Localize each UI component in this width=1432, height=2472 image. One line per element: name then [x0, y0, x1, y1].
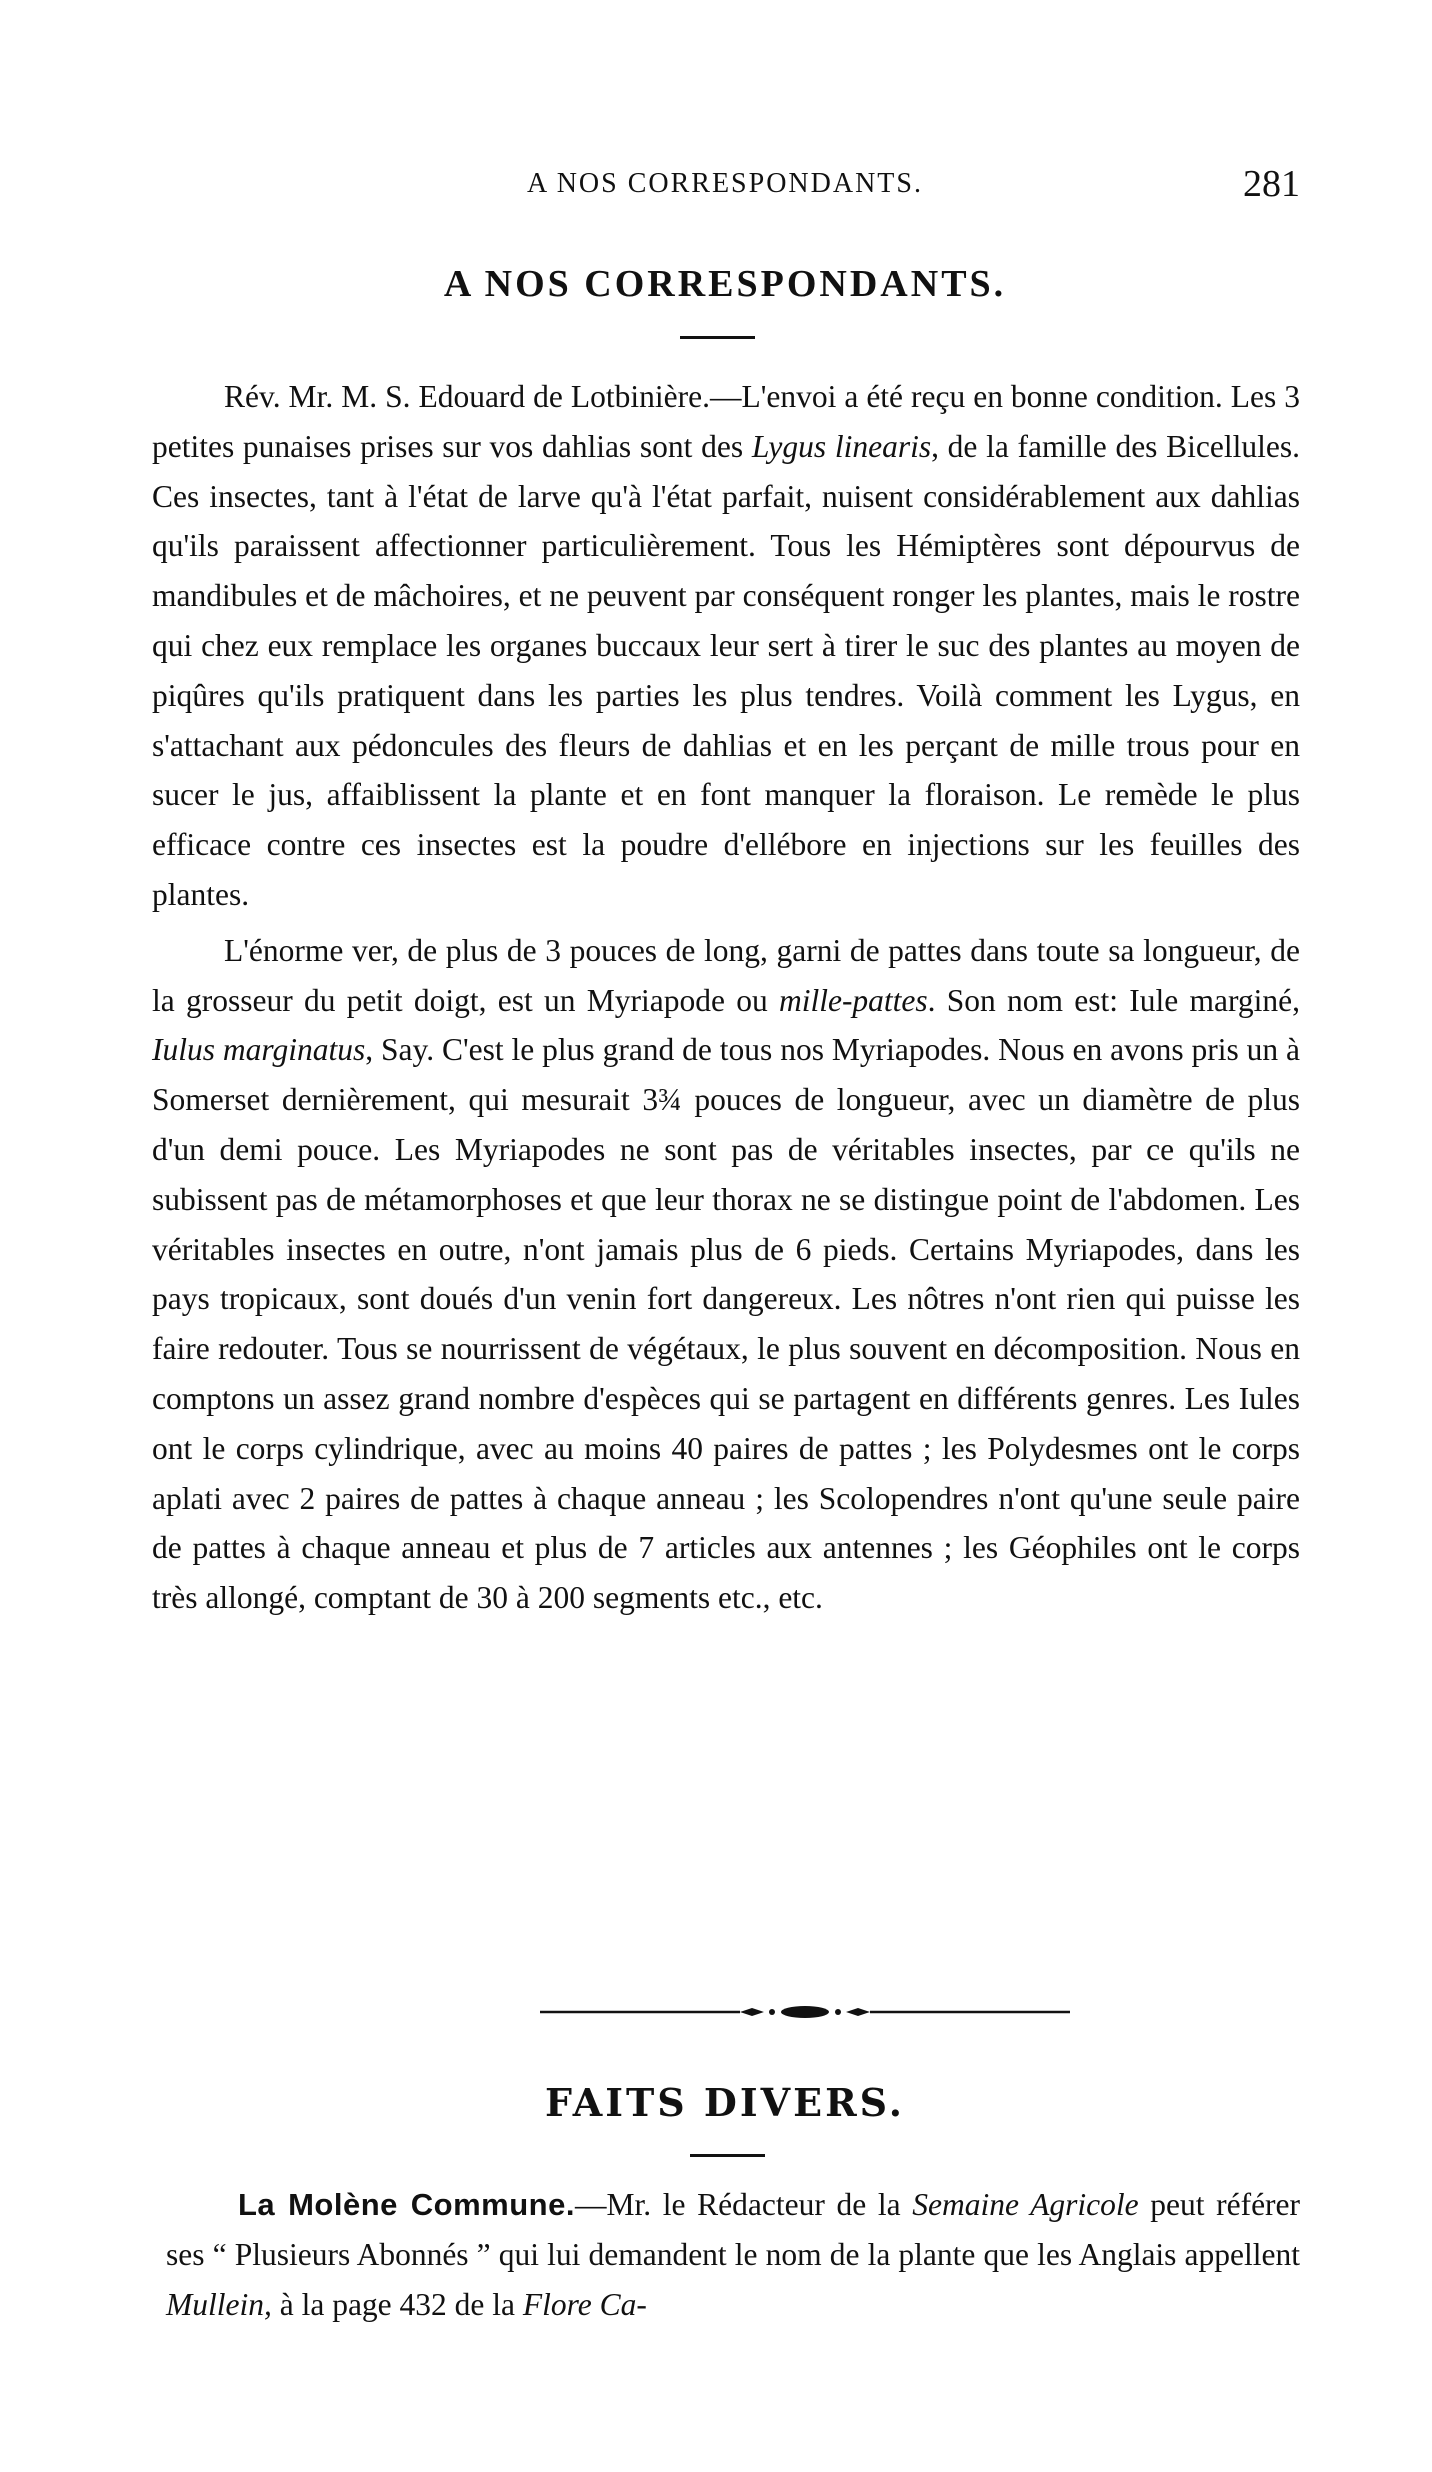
text-run: à la page 432 de la — [271, 2286, 523, 2322]
italic-term: mille-pattes — [778, 982, 928, 1018]
addressee: Rév. Mr. M. S. Edouard de Lotbinière. — [224, 379, 710, 414]
section-title-correspondants: A NOS CORRESPONDANTS. — [443, 263, 1007, 305]
text-run: , Say. C'est le plus grand de tous nos Myriapodes. Nous en avons pris un à Somerset dernièrement, qui mesurait 3¾ pouces de longueur, avec un diamètre de plus d'un demi pouce. Les Myriapodes ne sont pas de véritables insectes, par ce qu'ils ne subissent pas de métamorphoses et que leur thorax ne se distingue point de l'abdomen. Les véritables insectes en outre, n'ont jamais plus de 6 pieds. Certains Myriapodes, dans les pays tropicaux, sont doués d'un venin fort dangereux. Les nôtres n'ont rien qui puisse les faire redouter. Tous se nourrissent de végétaux, le plus souvent en décomposition. Nous en comptons un assez grand nombre d'espèces qui se partagent en différents genres. Les Iules ont le corps cylindrique, avec au moins 40 paires de pattes ; les Polydesmes ont le corps aplati avec 2 paires de pattes à chaque anneau ; les Scolopendres n'ont qu'une seule paire de pattes à chaque anneau et plus de 7 articles aux antennes ; les Géophiles ont le corps très allongé, comptant de 30 à 200 segments etc., etc. — [152, 1032, 1300, 1616]
title-rule — [690, 2154, 765, 2157]
paragraph-myriapode — [152, 926, 1300, 1623]
text-run: , de la famille des Bicellules. Ces insectes, tant à l'état de larve qu'à l'état parfait, nuisent considérablement aux dahlias qu'ils paraissent affectionner particulièrement. Tous les Hémiptères sont dépourvus de mandibules et de mâchoires, et ne peuvent par conséquent ronger les plantes, mais le rostre qui chez eux remplace les organes buccaux leur sert à tirer le suc des plantes au moyen de piqûres qu'ils pratiquent dans les parties les plus tendres. Voilà comment les Lygus, en s'attachant aux pédoncules des fleurs de dahlias et en les perçant de mille trous pour en sucer le jus, affaiblissent la plante et en font manquer la floraison. Le remède le plus efficace contre ces insectes est la poudre d'ellébore en injections sur les feuilles des plantes. — [152, 428, 1300, 912]
page-number: 281 — [1243, 163, 1300, 205]
text-run: —L'envoi a été reçu en bonne condition. Les 3 petites punaises prises sur vos dahlias sont des — [152, 379, 1300, 464]
section-correspondants-body — [152, 372, 1300, 1623]
paragraph-molene — [166, 2180, 1300, 2329]
italic-term: Mullein, — [166, 2286, 272, 2322]
text-run: —Mr. le Rédacteur de la — [574, 2187, 913, 2222]
italic-title: Semaine Agricole — [912, 2187, 1139, 2222]
text-run: . Son nom est: Iule marginé, — [927, 982, 1301, 1018]
title-rule — [680, 336, 755, 339]
text-run: L'énorme ver, de plus de 3 pouces de long, garni de pattes dans toute sa longueur, de la grosseur du petit doigt, est un Myriapode ou — [152, 932, 1300, 1018]
italic-title: Flore Ca- — [522, 2286, 647, 2322]
section-title-faits-divers: FAITS DIVERS. — [544, 2080, 906, 2125]
running-title: A NOS CORRESPONDANTS. — [527, 168, 923, 199]
species-name: Lygus linearis — [751, 428, 932, 464]
running-header — [150, 163, 1300, 218]
section-faits-divers-body — [166, 2180, 1300, 2329]
paragraph-lead: La Molène Commune. — [238, 2187, 575, 2222]
paragraph-lygus — [152, 372, 1300, 920]
species-name: Iulus marginatus — [152, 1032, 366, 1068]
section-divider-ornament — [540, 2000, 1070, 2024]
text-run: peut référer ses “ Plusieurs Abonnés ” qui lui demandent le nom de la plante que les Anglais appellent — [166, 2187, 1301, 2272]
